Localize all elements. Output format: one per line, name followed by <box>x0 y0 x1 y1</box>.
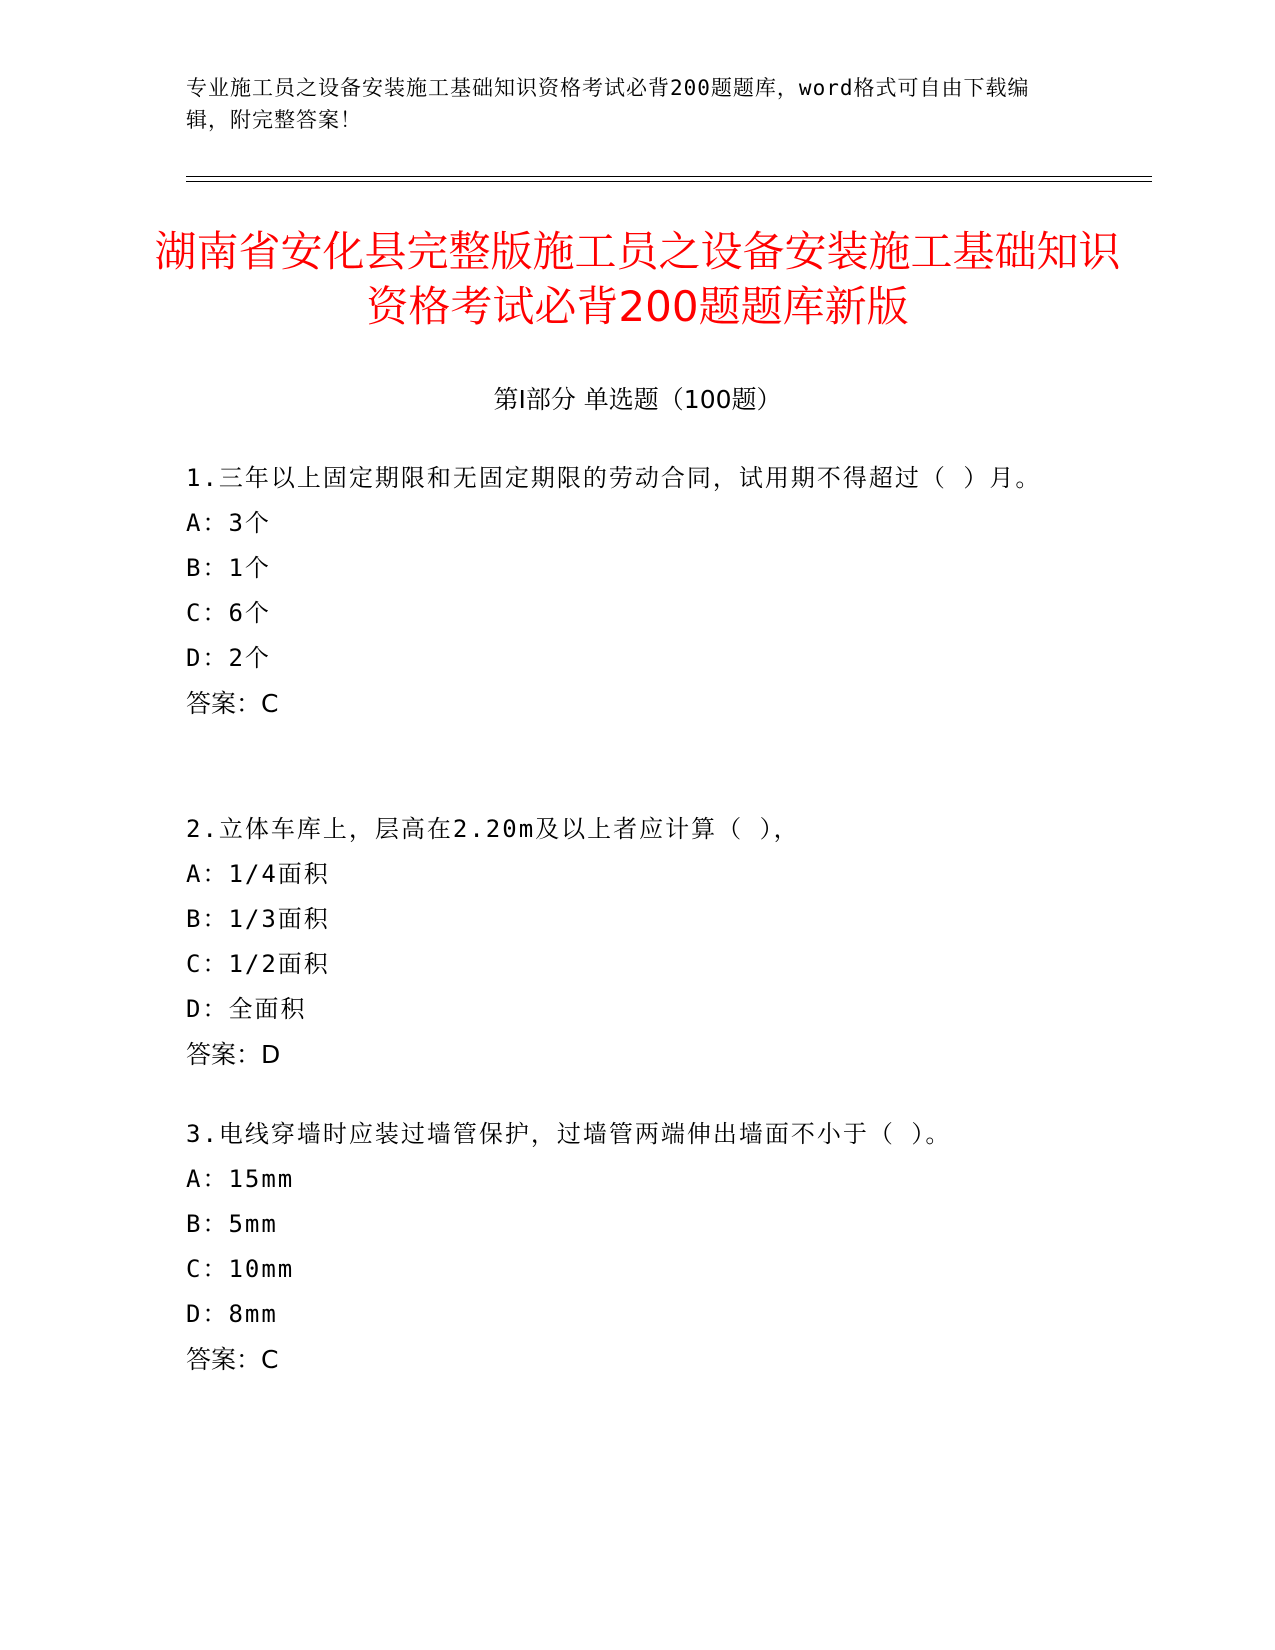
option-c: C：10mm <box>186 1255 295 1283</box>
answer-line: 答案：D <box>186 1040 281 1069</box>
option-d: D：2个 <box>186 644 271 672</box>
question-block <box>186 806 1086 1078</box>
answer-line: 答案：C <box>186 689 279 718</box>
question-text: 2.立体车库上，层高在2.20m及以上者应计算（ ）， <box>186 815 800 843</box>
option-c: C：1/2面积 <box>186 950 330 978</box>
header-divider-bottom <box>186 181 1152 182</box>
option-c: C：6个 <box>186 599 271 627</box>
option-b: B：1个 <box>186 554 271 582</box>
question-block <box>186 1111 1086 1383</box>
option-a: A：1/4面积 <box>186 860 330 888</box>
question-block <box>186 455 1086 727</box>
option-a: A：15mm <box>186 1165 295 1193</box>
option-b: B：1/3面积 <box>186 905 330 933</box>
question-text: 3.电线穿墙时应装过墙管保护，过墙管两端伸出墙面不小于（ ）。 <box>186 1120 952 1148</box>
option-d: D：全面积 <box>186 995 307 1023</box>
document-title: 湖南省安化县完整版施工员之设备安装施工基础知识资格考试必背200题题库新版 <box>154 227 1121 331</box>
option-d: D：8mm <box>186 1300 278 1328</box>
option-b: B：5mm <box>186 1210 278 1238</box>
answer-line: 答案：C <box>186 1345 279 1374</box>
header-note: 专业施工员之设备安装施工基础知识资格考试必背200题题库，word格式可自由下载编辑，附完整答案！ <box>186 76 1030 132</box>
option-a: A：3个 <box>186 509 271 537</box>
question-text: 1.三年以上固定期限和无固定期限的劳动合同，试用期不得超过（ ）月。 <box>186 464 1042 492</box>
header-divider-top <box>186 176 1152 177</box>
section-heading: 第I部分 单选题（100题） <box>493 385 782 414</box>
